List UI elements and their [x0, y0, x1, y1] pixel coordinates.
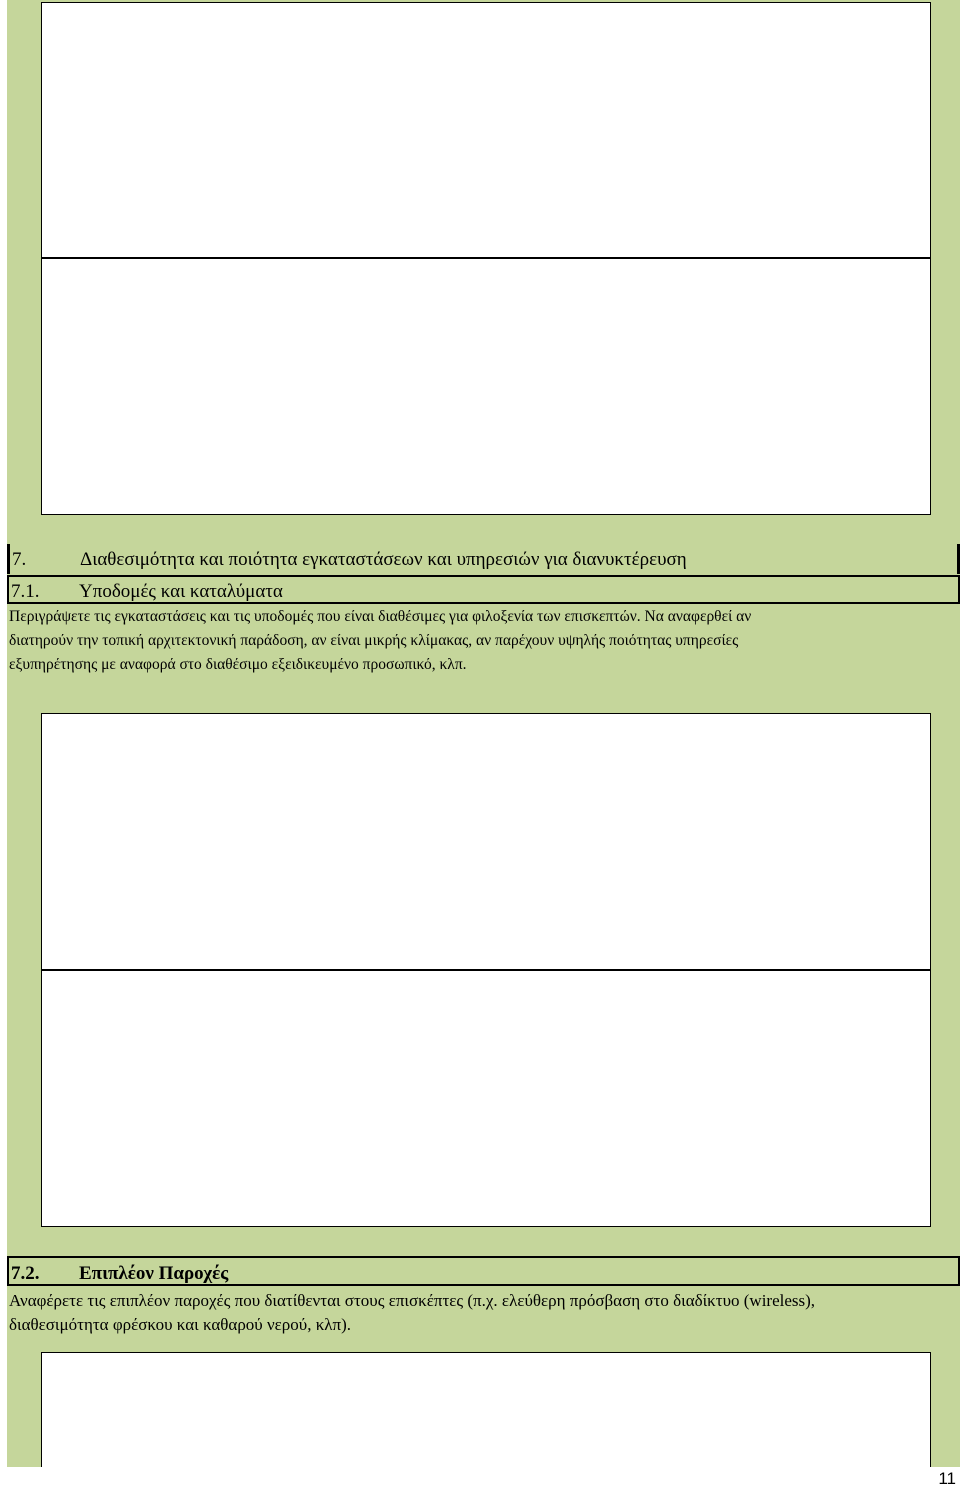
previous-response-box[interactable] — [41, 2, 931, 515]
section-7-heading — [7, 544, 960, 574]
section-7-1-response-divider — [42, 969, 930, 971]
section-7-2-number: 7.2. — [11, 1263, 40, 1284]
section-7-1-title: Υποδομές και καταλύματα — [79, 581, 283, 602]
section-7-1-instruction-line-2: διατηρούν την τοπική αρχιτεκτονική παράδοση, αν είναι μικρής κλίμακας, αν παρέχουν υψηλής ποιότητας υπηρεσίες — [9, 632, 739, 649]
page-number: 11 — [938, 1469, 956, 1488]
previous-response-divider — [42, 257, 930, 259]
section-7-number: 7. — [12, 549, 27, 570]
bottom-margin — [0, 1467, 960, 1491]
section-7-2-response-box[interactable] — [41, 1352, 931, 1482]
section-7-1-heading — [7, 575, 960, 604]
section-7-2-instruction-line-2: διαθεσιμότητα φρέσκου και καθαρού νερού, κλπ). — [9, 1315, 351, 1334]
section-7-2-instruction-line-1: Αναφέρετε τις επιπλέον παροχές που διατίθενται στους επισκέπτες (π.χ. ελεύθερη πρόσβαση στο διαδίκτυο (wireless), — [9, 1291, 816, 1310]
section-7-title: Διαθεσιμότητα και ποιότητα εγκαταστάσεων και υπηρεσιών για διανυκτέρευση — [80, 549, 687, 570]
section-7-1-instruction-line-1: Περιγράψετε τις εγκαταστάσεις και τις υποδομές που είναι διαθέσιμες για φιλοξενία των επισκεπτών. Να αναφερθεί αν — [9, 608, 752, 625]
section-7-1-instruction-line-3: εξυπηρέτησης με αναφορά στο διαθέσιμο εξειδικευμένο προσωπικό, κλπ. — [9, 656, 467, 673]
section-7-2-heading — [7, 1256, 960, 1286]
section-7-1-number: 7.1. — [11, 581, 40, 602]
section-7-2-title: Επιπλέον Παροχές — [79, 1263, 229, 1284]
